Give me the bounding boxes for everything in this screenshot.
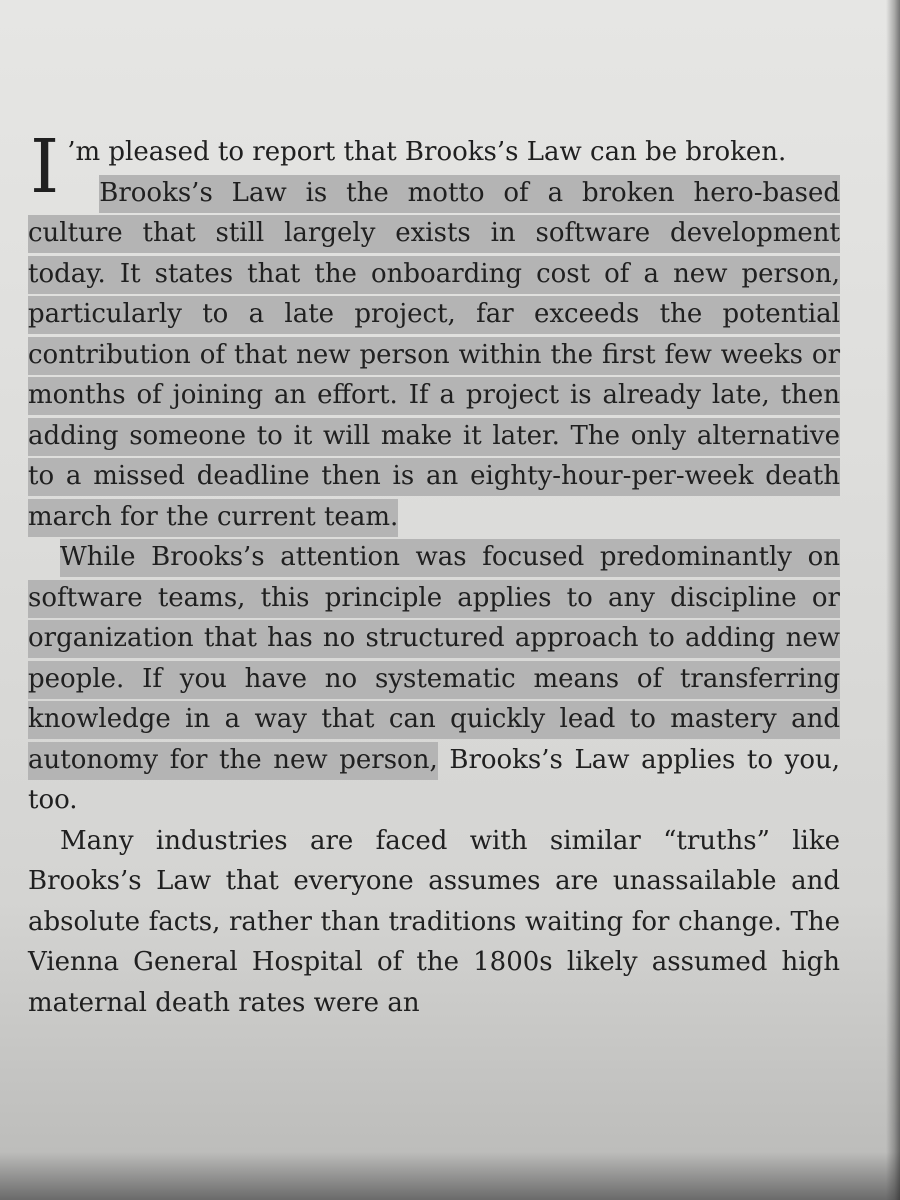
highlighted-passage-1[interactable]: Brooks’s Law is the motto of a broken hero-based culture that still largely exists in software development today. It states that the onboarding cost of a new person, particularly to a late project, far exceeds the potential contribution of that new person within the first few weeks or months of joining an effort. If a project is already late, then adding someone to it will make it later. The only alternative to a missed deadline then is an eighty-hour-per-week death march for the current team.: [28, 175, 840, 537]
device-bezel-edge: [886, 0, 900, 1200]
paragraph-1-text: ’m pleased to report that Brooks’s Law can be broken.: [67, 137, 787, 167]
paragraph-1: [28, 124, 840, 210]
paragraph-3: [28, 537, 840, 821]
paragraph-3-text: Brooks’s Law applies to you, too.: [28, 744, 840, 815]
paragraph-4-text: Many industries are faced with similar “truths” like Brooks’s Law that everyone assumes are unassailable and absolute facts, rather than traditions waiting for change. The Vienna General Hospital of the 1800s likely assumed high maternal death rates were an: [28, 825, 840, 1018]
drop-cap-letter: I: [30, 124, 60, 210]
book-page-text: [28, 124, 840, 1023]
highlighted-passage-2[interactable]: While Brooks’s attention was focused predominantly on software teams, this principle applies to any discipline or organization that has no structured approach to adding new people. If you have no systematic means of transferring knowledge in a way that can quickly lead to mastery and autonomy for the new person,: [28, 539, 840, 780]
paragraph-4: [28, 821, 840, 1024]
paragraph-2: [28, 173, 840, 538]
